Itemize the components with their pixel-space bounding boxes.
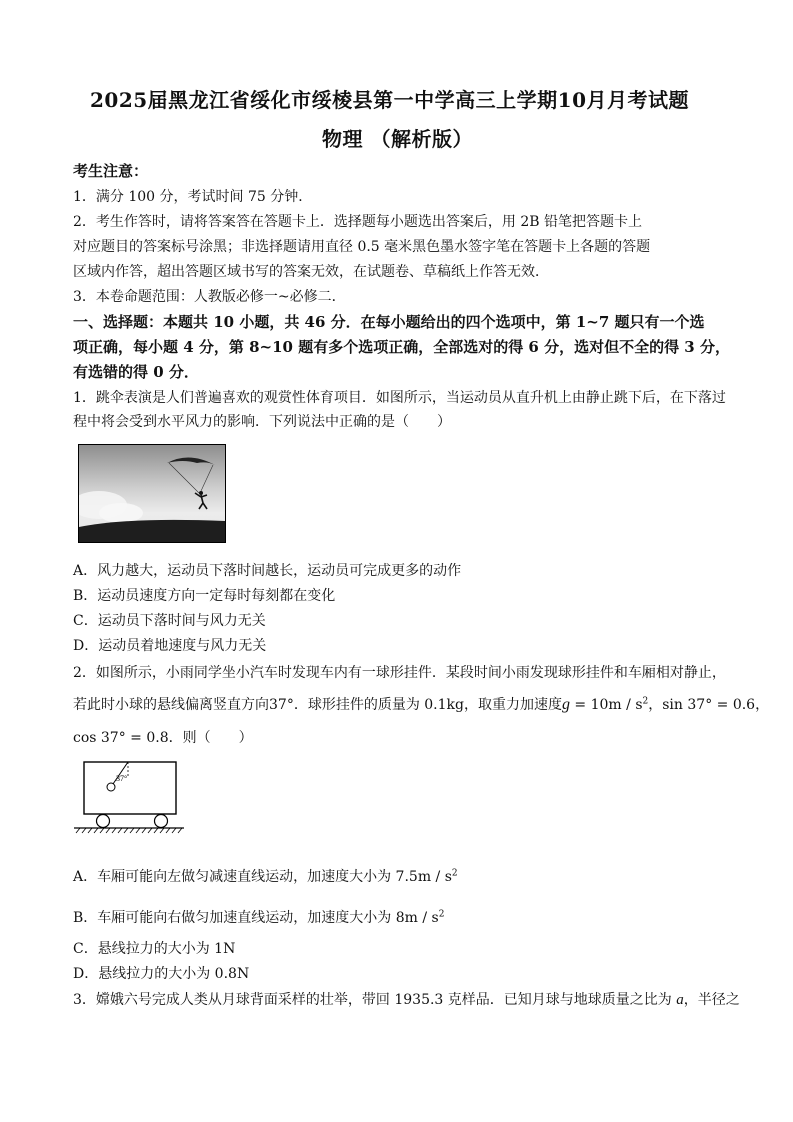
q2-option-a <box>73 866 458 886</box>
q2-stem-line-2-text: 若此时小球的悬线偏离竖直方向37°．球形挂件的质量为 0.1kg，取重力加速度 <box>73 697 562 713</box>
q1-option-b: B．运动员速度方向一定每时每刻都在变化 <box>73 588 336 604</box>
q2-gravity-exponent: 2 <box>642 696 649 707</box>
section-heading-line-1: 一、选择题：本题共 10 小题，共 46 分．在每小题给出的四个选项中，第 1~7 题只有一个选 <box>73 313 705 331</box>
notice-item-1: 1．满分 100 分，考试时间 75 分钟． <box>73 189 313 205</box>
q2-cart-figure <box>72 758 192 838</box>
section-heading-line-2: 项正确，每小题 4 分，第 8~10 题有多个选项正确，全部选对的得 6 分，选对但不全的得 3 分， <box>73 338 730 356</box>
q2-stem-line-1: 2．如图所示，小雨同学坐小汽车时发现车内有一球形挂件．某段时间小雨发现球形挂件和车厢相对静止， <box>73 665 726 681</box>
q3-mass-ratio-symbol: a <box>676 992 684 1008</box>
notice-item-3: 3．本卷命题范围：人教版必修一~必修二． <box>73 289 346 305</box>
page-title: 2025届黑龙江省绥化市绥棱县第一中学高三上学期10月月考试题 <box>90 88 689 112</box>
q3-stem-line-1 <box>73 989 740 1009</box>
notice-item-2-line-1: 2．考生作答时，请将答案答在答题卡上．选择题每小题选出答案后，用 2B 铅笔把答题卡上 <box>73 214 643 230</box>
q1-option-a: A．风力越大，运动员下落时间越长，运动员可完成更多的动作 <box>73 563 462 579</box>
q2-option-b-exponent: 2 <box>438 909 445 920</box>
q1-skydiver-photo <box>78 444 226 543</box>
q1-option-d: D．运动员着地速度与风力无关 <box>73 638 267 654</box>
q2-sin-value: ，sin 37° = 0.6， <box>648 697 770 713</box>
q2-gravity-value: = 10m / s <box>569 697 643 713</box>
q2-option-a-exponent: 2 <box>451 868 458 879</box>
page-subtitle: 物理 （解析版） <box>322 127 473 151</box>
notice-item-2-line-3: 区域内作答，超出答题区域书写的答案无效，在试题卷、草稿纸上作答无效． <box>73 264 549 280</box>
notice-heading: 考生注意： <box>73 162 149 180</box>
q2-stem-line-3: cos 37° = 0.8．则（ ） <box>73 730 253 746</box>
section-heading-line-3: 有选错的得 0 分． <box>73 363 199 381</box>
q2-option-a-text: A．车厢可能向左做匀减速直线运动，加速度大小为 7.5m / s <box>73 869 452 885</box>
q3-stem-text: 3．嫦娥六号完成人类从月球背面采样的壮举，带回 1935.3 克样品．已知月球与地球质量之比为 <box>73 992 672 1008</box>
skydiver-illustration <box>79 445 225 542</box>
q3-stem-tail: ，半径之 <box>683 992 740 1008</box>
q1-option-c: C．运动员下落时间与风力无关 <box>73 613 266 629</box>
q2-option-d: D．悬线拉力的大小为 0.8N <box>73 966 250 982</box>
q2-angle-label: 37° <box>116 774 128 783</box>
notice-item-2-line-2: 对应题目的答案标号涂黑；非选择题请用直径 0.5 毫米黑色墨水签字笔在答题卡上各题的答题 <box>73 239 651 255</box>
q2-option-b <box>73 907 444 927</box>
q1-stem-line-1: 1．跳伞表演是人们普遍喜欢的观赏性体育项目．如图所示，当运动员从直升机上由静止跳下后，在下落过 <box>73 390 726 406</box>
q2-option-c: C．悬线拉力的大小为 1N <box>73 941 236 957</box>
q1-stem-line-2: 程中将会受到水平风力的影响．下列说法中正确的是（ ） <box>73 414 451 430</box>
q2-option-b-text: B．车厢可能向右做匀加速直线运动，加速度大小为 8m / s <box>73 910 439 926</box>
q2-stem-line-2 <box>73 694 769 714</box>
q2-gravity-symbol: g <box>561 696 570 713</box>
